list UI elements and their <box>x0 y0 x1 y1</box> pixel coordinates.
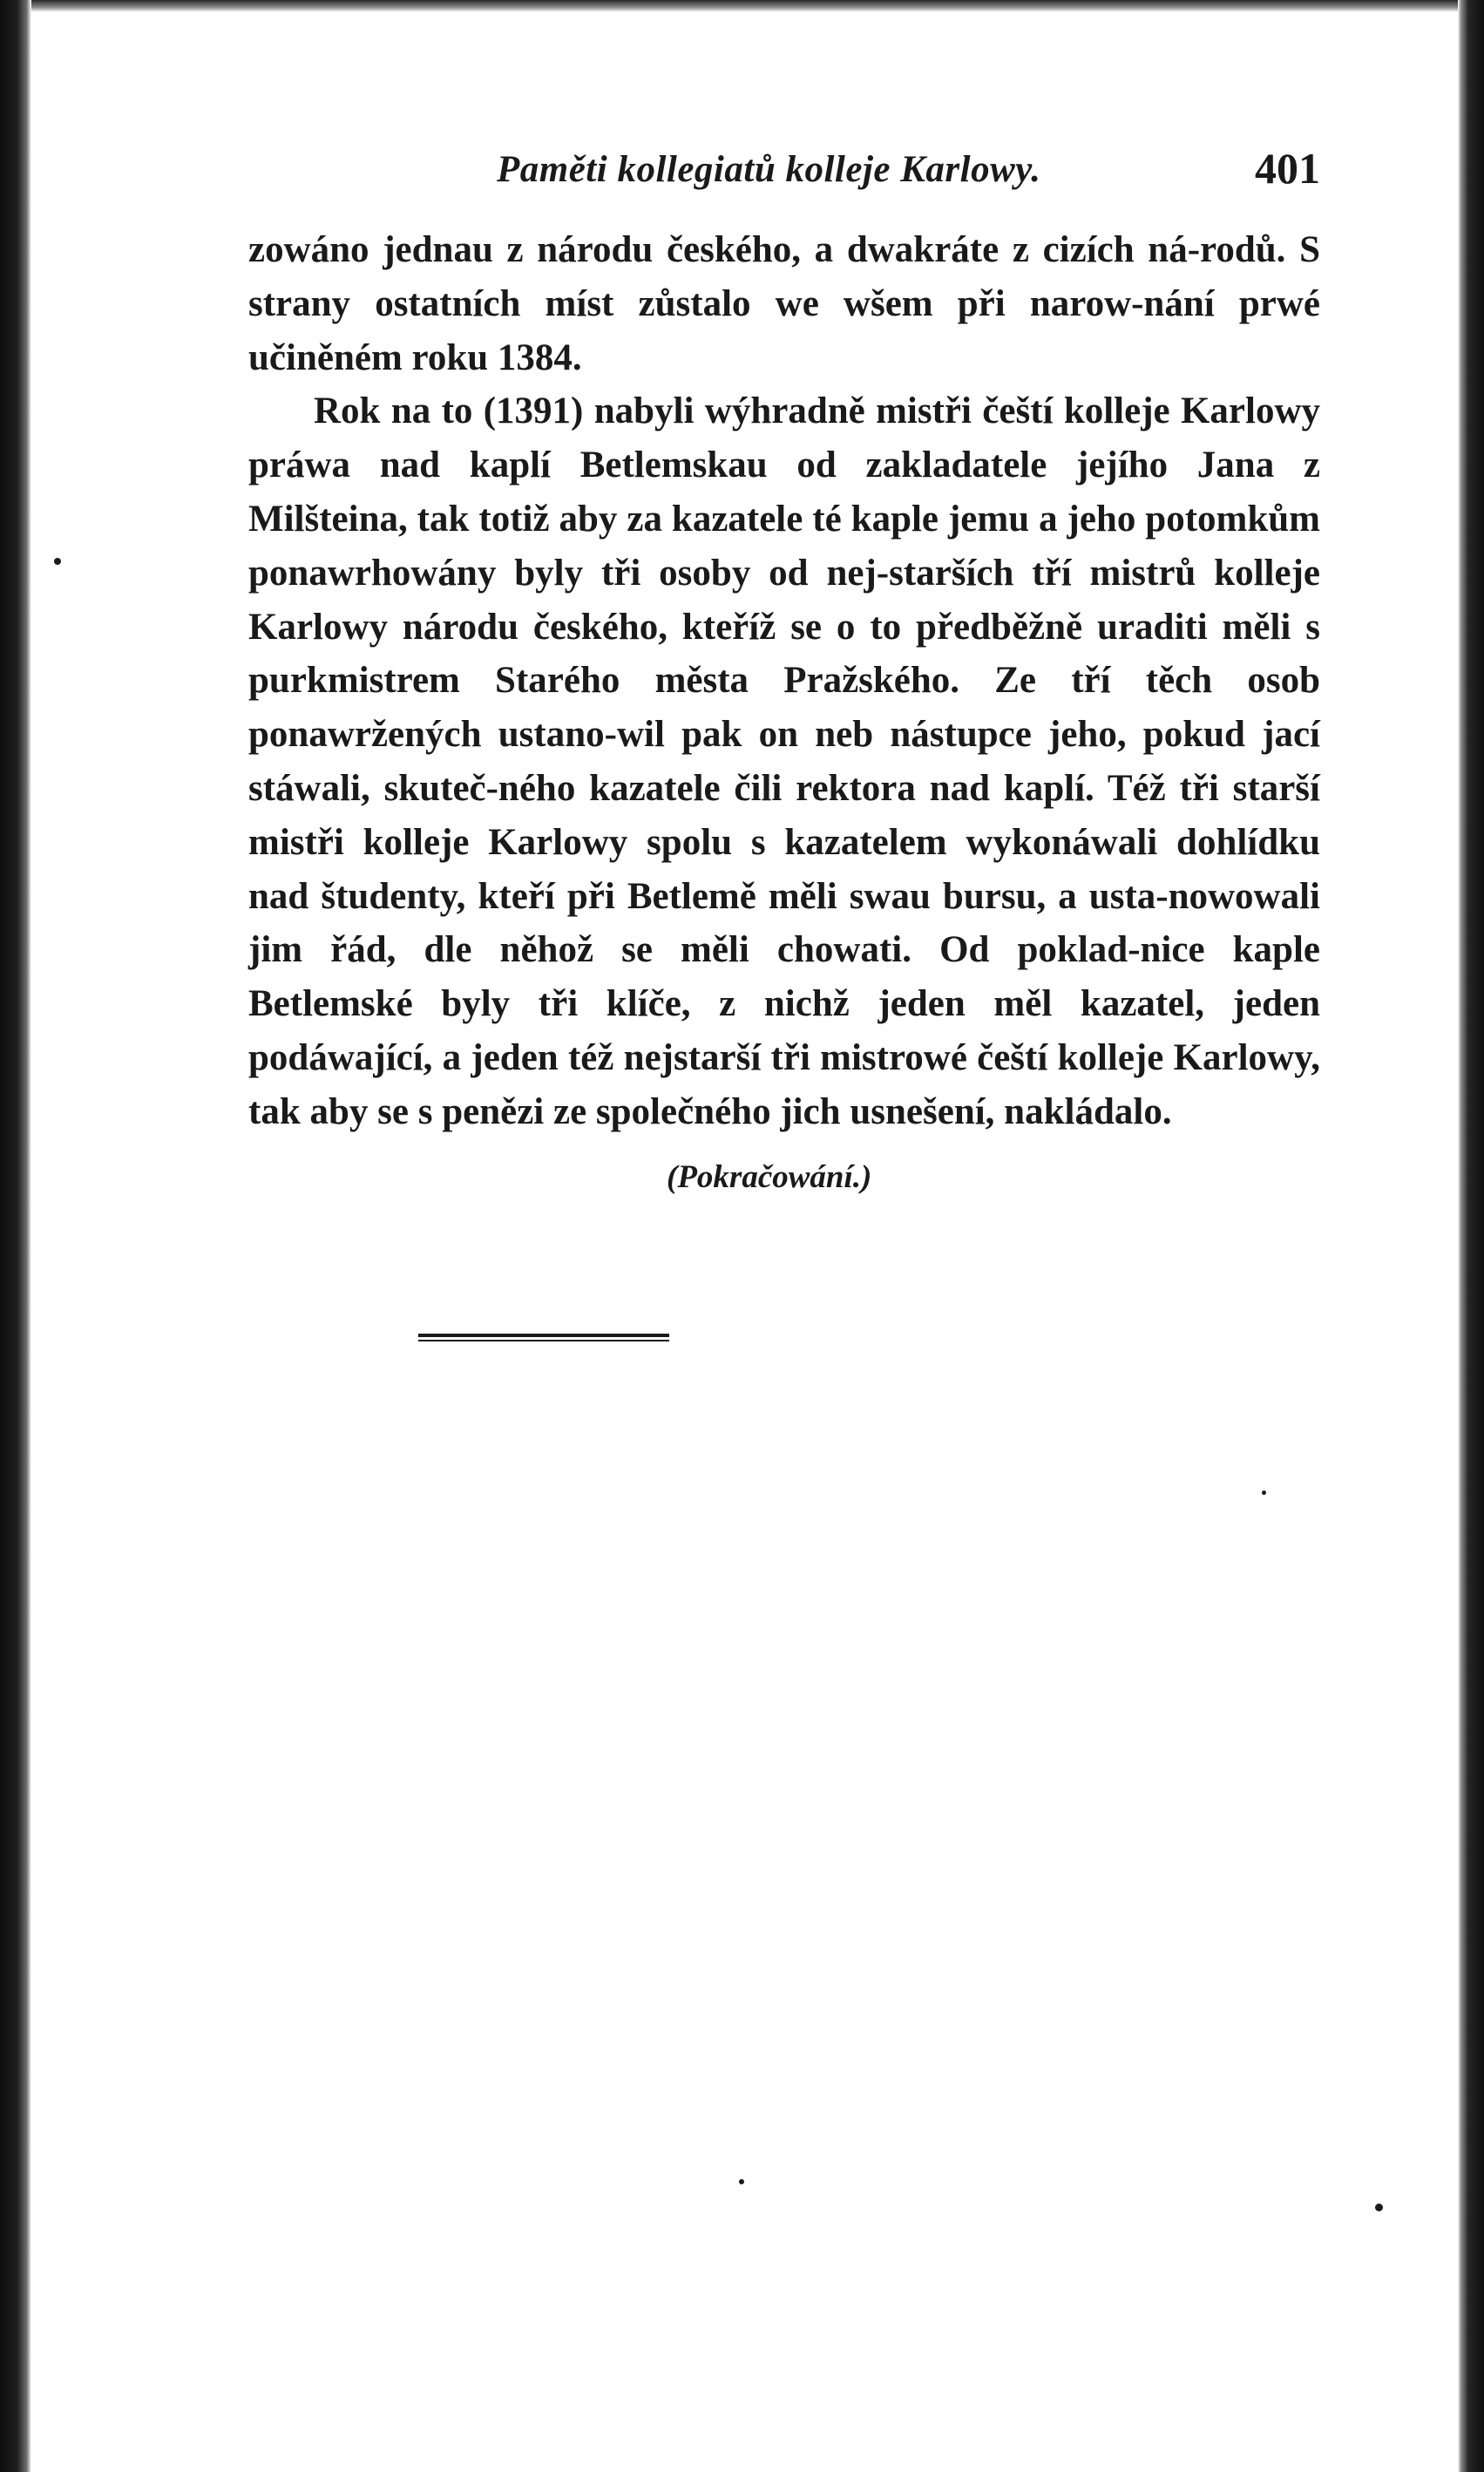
running-title: Paměti kollegiatů kolleje Karlowy. <box>497 149 1041 190</box>
book-page <box>248 139 1320 1196</box>
speck-mark <box>739 2179 744 2184</box>
speck-mark <box>1375 2204 1383 2211</box>
paragraph-1: zowáno jednau z národu českého, a dwakráte z cizích ná-rodů. S strany ostatních míst zůstalo we wšem při narow-nání prwé učiněném roku 1384. <box>248 229 1320 378</box>
end-rule <box>418 1334 669 1341</box>
speck-mark <box>54 558 61 565</box>
speck-mark <box>1262 1491 1266 1495</box>
body-text <box>248 223 1320 1139</box>
continuation-note: (Pokračowání.) <box>667 1158 872 1195</box>
scan-edge-top <box>31 0 1460 12</box>
running-head <box>248 139 1320 200</box>
scan-edge-right <box>1458 0 1484 2472</box>
page-number: 401 <box>1255 144 1320 193</box>
paragraph-2: Rok na to (1391) nabyli wýhradně mistři čeští kolleje Karlowy práwa nad kaplí Betlemskau od zakladatele jejího Jana z Milšteina, tak totiž aby za kazatele té kaple jemu a jeho potomkům ponawrhowány byly tři osoby od nej-starších tří mistrů kolleje Karlowy národu českého, kteříž se o to předběžně uraditi měli s purkmistrem Starého města Pražského. Ze tří těch osob ponawržených ustano-wil pak on neb nástupce jeho, pokud jací stáwali, skuteč-ného kazatele čili rektora nad kaplí. Též tři starší mistři kolleje Karlowy spolu s kazatelem wykonáwali dohlídku nad študenty, kteří při Betlemě měli swau bursu, a usta-nowowali jim řád, dle něhož se měli chowati. Od poklad-nice kaple Betlemské byly tři klíče, z nichž jeden měl kazatel, jeden podáwající, a jeden též nejstarší tři mistrowé čeští kolleje Karlowy, tak aby se s penězi ze společného jich usnešení, nakládalo. <box>248 390 1320 1132</box>
scan-edge-left <box>0 0 31 2472</box>
